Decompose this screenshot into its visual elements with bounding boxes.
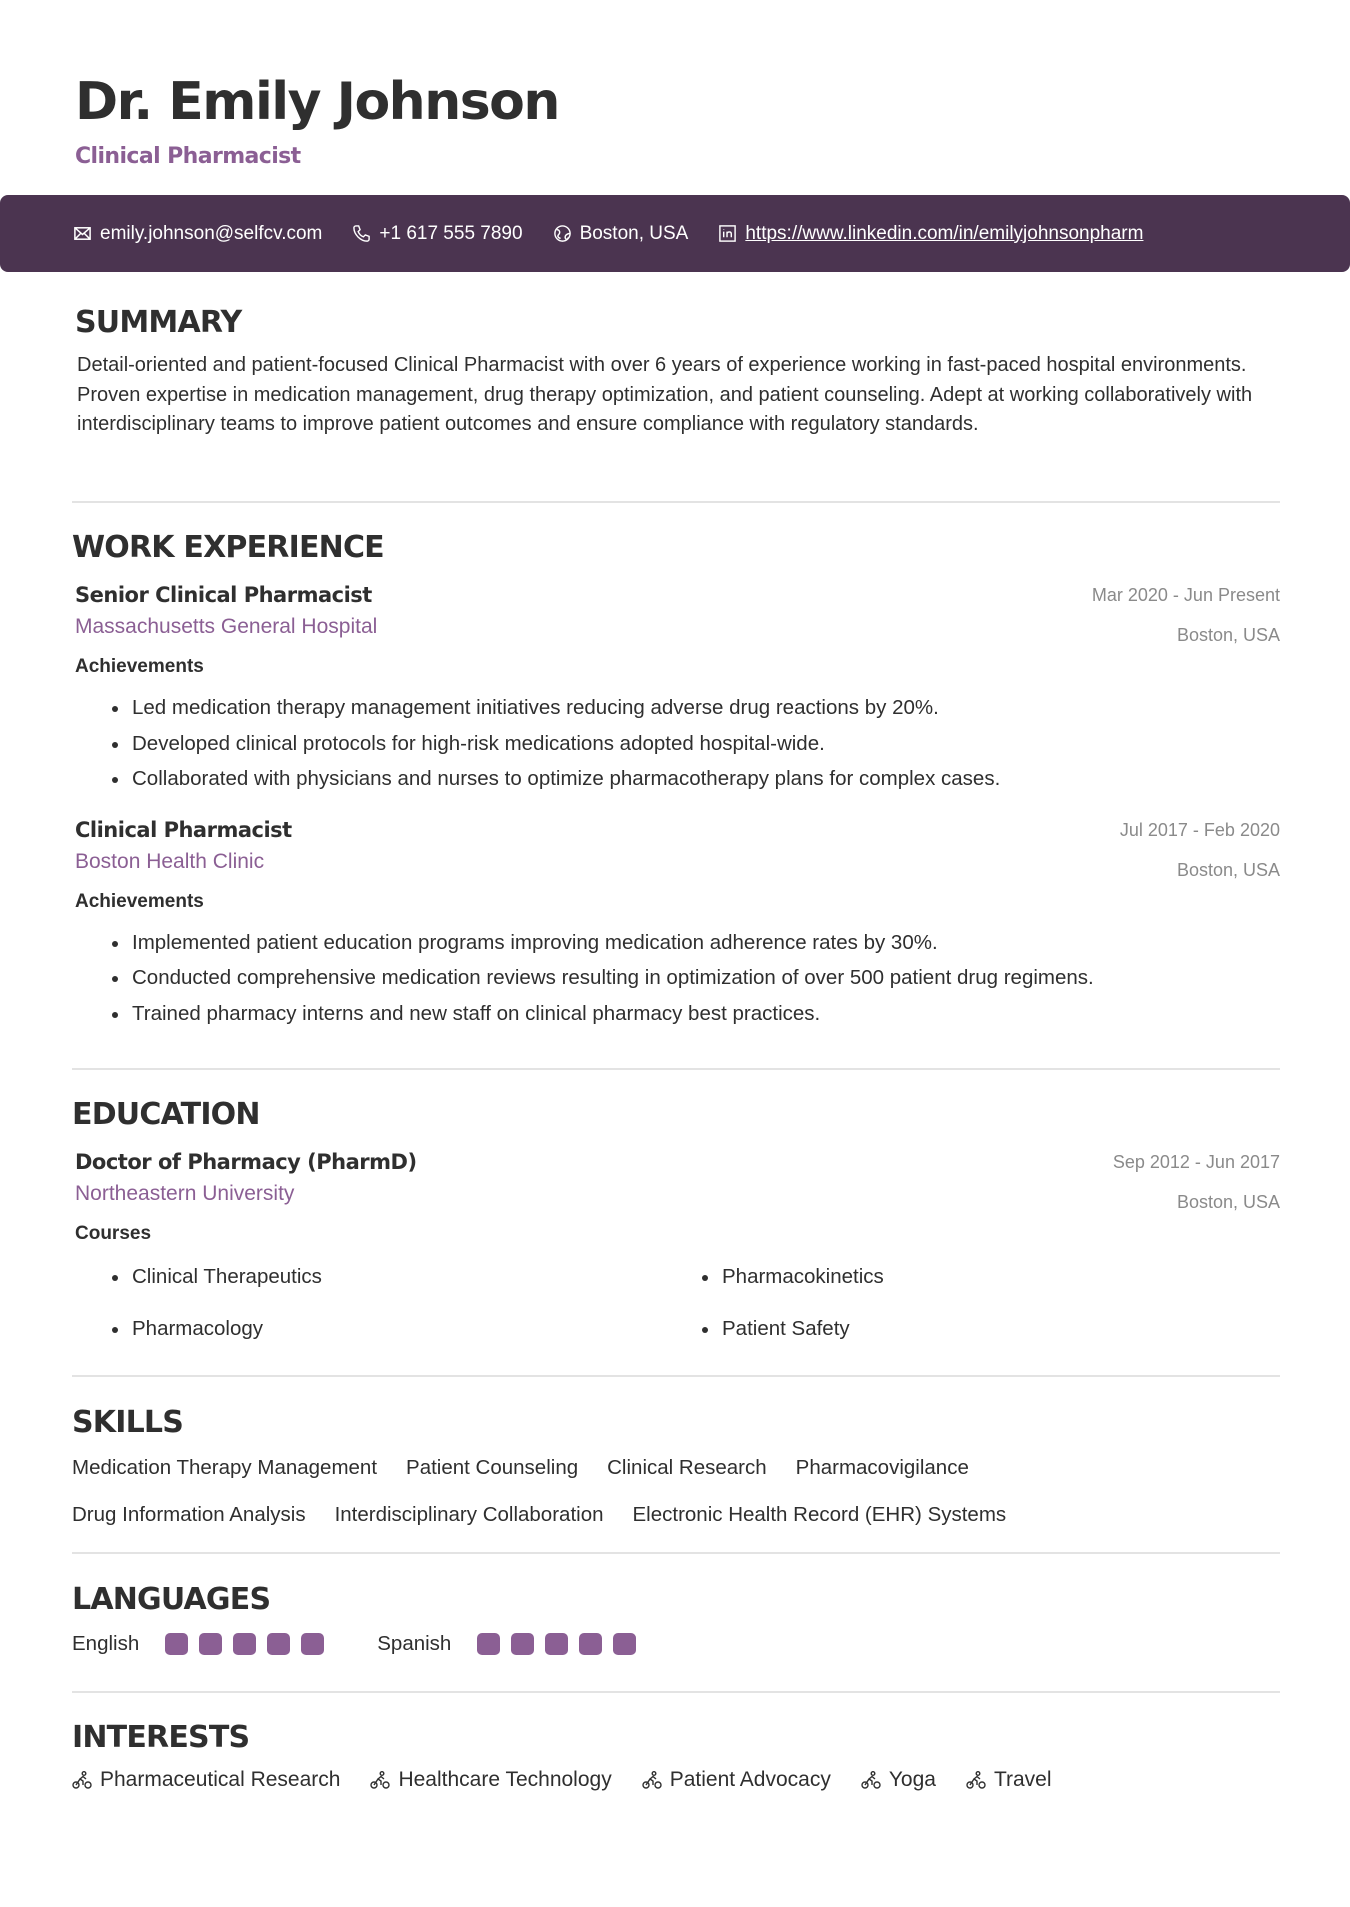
achievements-label: Achievements xyxy=(75,656,204,677)
proficiency-dot xyxy=(613,1633,636,1655)
globe-icon xyxy=(553,224,572,243)
summary-section xyxy=(72,305,1280,440)
section-divider xyxy=(72,1375,1280,1377)
section-divider xyxy=(72,1552,1280,1554)
achievements-label: Achievements xyxy=(75,890,204,912)
summary-heading: SUMMARY xyxy=(75,305,242,340)
envelope-icon xyxy=(73,224,92,243)
phone-icon xyxy=(352,224,371,243)
job-entry xyxy=(72,580,1280,797)
skill-item: Medication Therapy Management xyxy=(72,1456,378,1479)
location-text: Boston, USA xyxy=(579,222,689,244)
proficiency-dot xyxy=(545,1633,568,1655)
proficiency-rating xyxy=(477,1633,647,1655)
interest-label: Travel xyxy=(993,1768,1052,1791)
interests-list xyxy=(72,1768,1280,1792)
skills-heading: SKILLS xyxy=(72,1405,184,1440)
interest-label: Pharmaceutical Research xyxy=(100,1768,341,1791)
job-title: Clinical Pharmacist xyxy=(75,817,292,842)
cyclist-icon xyxy=(370,1770,390,1790)
contact-phone[interactable] xyxy=(352,223,522,245)
language-item xyxy=(377,1632,647,1656)
skill-item: Interdisciplinary Collaboration xyxy=(334,1503,604,1526)
job-entry xyxy=(72,815,1280,1032)
proficiency-dot xyxy=(199,1633,222,1655)
languages-section xyxy=(72,1582,1280,1656)
school-name: Northeastern University xyxy=(75,1182,295,1205)
candidate-name: Dr. Emily Johnson xyxy=(75,72,559,132)
proficiency-dot xyxy=(267,1633,290,1655)
interest-item xyxy=(370,1768,611,1792)
achievements-list xyxy=(75,925,1280,1032)
interest-label: Yoga xyxy=(888,1768,936,1791)
phone-text: +1 617 555 7890 xyxy=(379,222,523,244)
education-section xyxy=(72,1097,1280,1346)
degree-title: Doctor of Pharmacy (PharmD) xyxy=(75,1150,417,1174)
skill-item: Pharmacovigilance xyxy=(795,1456,969,1479)
achievement-item: Led medication therapy management initiatives reducing adverse drug reactions by 20%. xyxy=(110,690,1280,726)
contact-email[interactable] xyxy=(73,223,322,245)
interests-heading: INTERESTS xyxy=(72,1720,250,1755)
proficiency-dot xyxy=(301,1633,324,1655)
achievement-item: Trained pharmacy interns and new staff on clinical pharmacy best practices. xyxy=(110,996,1280,1032)
contact-linkedin[interactable] xyxy=(718,223,1143,245)
job-title: Senior Clinical Pharmacist xyxy=(75,583,372,607)
languages-heading: LANGUAGES xyxy=(72,1582,271,1617)
skill-item: Clinical Research xyxy=(607,1456,767,1479)
achievement-item: Implemented patient education programs improving medication adherence rates by 30%. xyxy=(110,925,1280,961)
linkedin-icon xyxy=(718,224,737,243)
education-heading: EDUCATION xyxy=(72,1097,260,1132)
languages-list xyxy=(72,1632,1280,1656)
email-text: emily.johnson@selfcv.com xyxy=(100,222,323,244)
language-item xyxy=(72,1632,335,1656)
achievement-item: Developed clinical protocols for high-risk medications adopted hospital-wide. xyxy=(110,726,1280,762)
section-divider xyxy=(72,1691,1280,1693)
education-meta xyxy=(1113,1147,1280,1217)
skill-item: Patient Counseling xyxy=(406,1456,579,1479)
job-company: Boston Health Clinic xyxy=(75,849,265,873)
job-company: Massachusetts General Hospital xyxy=(75,615,378,638)
resume-header xyxy=(75,72,559,169)
work-experience-heading: WORK EXPERIENCE xyxy=(72,530,384,565)
language-name: Spanish xyxy=(377,1632,452,1655)
achievement-item: Conducted comprehensive medication reviews resulting in optimization of over 500 patient drug regimens. xyxy=(110,960,1280,996)
interest-item xyxy=(642,1768,831,1792)
course-item: Clinical Therapeutics xyxy=(110,1259,700,1294)
proficiency-dot xyxy=(233,1633,256,1655)
job-meta xyxy=(1120,815,1280,885)
proficiency-dot xyxy=(579,1633,602,1655)
candidate-title: Clinical Pharmacist xyxy=(75,144,301,169)
course-item: Pharmacology xyxy=(110,1311,700,1346)
proficiency-rating xyxy=(165,1633,335,1655)
job-location: Boston, USA xyxy=(1176,625,1280,645)
education-location: Boston, USA xyxy=(1176,1192,1280,1212)
education-dates: Sep 2012 - Jun 2017 xyxy=(1112,1152,1280,1172)
summary-text: Detail-oriented and patient-focused Clinical Pharmacist with over 6 years of experience working in fast-paced hospital environments. Proven expertise in medication management, drug therapy optimization, and patient counseling. Adept at working collaboratively with interdisciplinary teams to improve patient outcomes and ensure compliance with regulatory standards. xyxy=(77,354,1253,436)
job-location: Boston, USA xyxy=(1176,859,1280,880)
achievements-list xyxy=(75,690,1280,797)
contact-location xyxy=(553,223,689,245)
cyclist-icon xyxy=(72,1770,92,1790)
achievement-item: Collaborated with physicians and nurses to optimize pharmacotherapy plans for complex cases. xyxy=(110,761,1280,797)
cyclist-icon xyxy=(642,1770,662,1790)
proficiency-dot xyxy=(165,1633,188,1655)
proficiency-dot xyxy=(511,1633,534,1655)
section-divider xyxy=(72,501,1280,503)
work-experience-section xyxy=(72,530,1280,1031)
interest-label: Healthcare Technology xyxy=(398,1768,612,1791)
course-item: Pharmacokinetics xyxy=(700,1259,1290,1294)
skills-section xyxy=(72,1405,1280,1529)
job-meta xyxy=(1092,580,1280,650)
course-item: Patient Safety xyxy=(700,1311,1290,1346)
interest-item xyxy=(72,1768,340,1792)
courses-list xyxy=(75,1259,1280,1346)
interest-item xyxy=(966,1768,1052,1792)
interests-section xyxy=(72,1720,1280,1792)
proficiency-dot xyxy=(477,1633,500,1655)
skill-item: Drug Information Analysis xyxy=(72,1503,306,1526)
skill-item: Electronic Health Record (EHR) Systems xyxy=(632,1503,1007,1526)
contact-bar xyxy=(0,195,1350,272)
job-dates: Jul 2017 - Feb 2020 xyxy=(1119,819,1280,840)
interest-item xyxy=(861,1768,936,1792)
cyclist-icon xyxy=(966,1770,986,1790)
courses-label: Courses xyxy=(75,1223,152,1244)
language-name: English xyxy=(72,1632,140,1655)
cyclist-icon xyxy=(861,1770,881,1790)
job-dates: Mar 2020 - Jun Present xyxy=(1091,585,1280,605)
interest-label: Patient Advocacy xyxy=(669,1768,831,1791)
section-divider xyxy=(72,1068,1280,1070)
skills-list xyxy=(72,1453,1172,1529)
education-entry xyxy=(72,1147,1280,1346)
linkedin-link[interactable]: https://www.linkedin.com/in/emilyjohnsonpharm xyxy=(745,222,1144,244)
